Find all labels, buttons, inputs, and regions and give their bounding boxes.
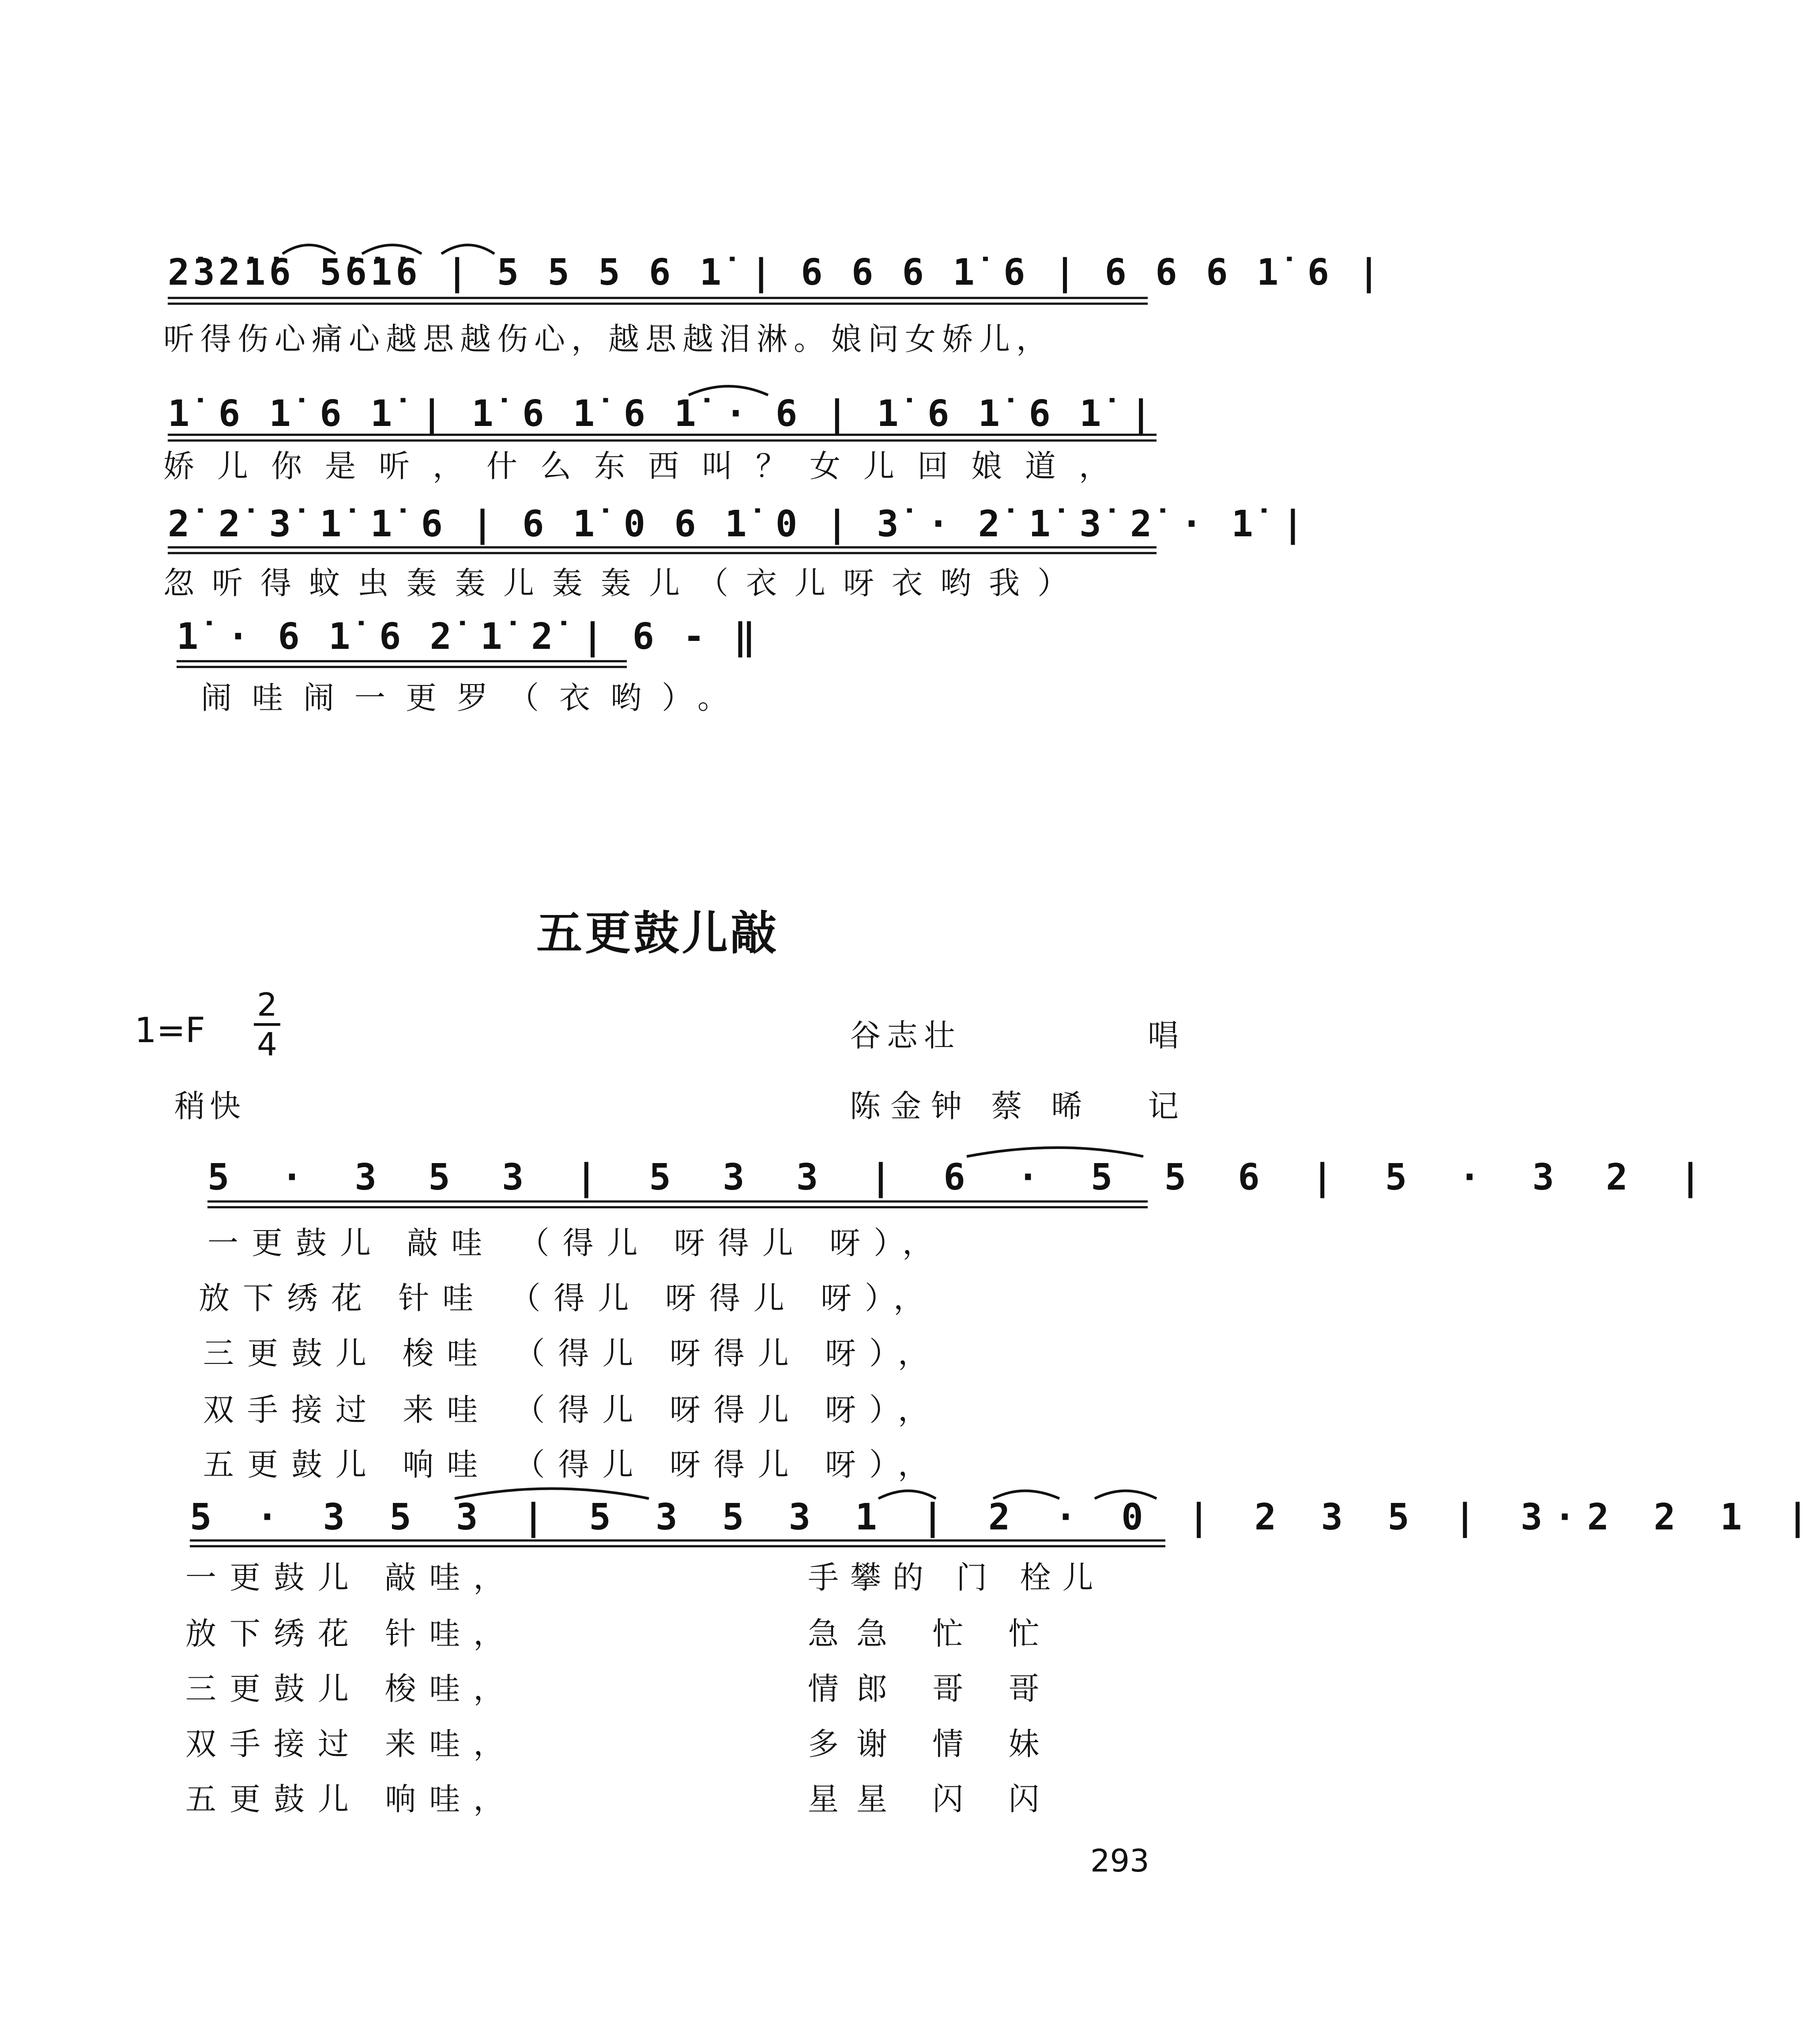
verse-2-line-1: 放下绣花 针哇 （得儿 呀得儿 呀），: [199, 1280, 938, 1316]
song-line-2-notes: 5 · 3 5 3 | 5 3 5 3 1 | 2 · 0 | 2 3 5 | 3·2 2 1 |: [190, 1496, 1820, 1538]
slur-mark: [967, 1148, 1143, 1156]
score-line-1-notes: 2̇3̇2̇1̇6 5̇6̇1̇6 | 5 5 5 6 1̇ | 6 6 6 1̇ 6 | 6 6 6 1̇ 6 |: [168, 252, 1383, 294]
recorder-label: 记: [1148, 1088, 1191, 1124]
score-line-2-lyrics: 娇儿你是听，什么东西叫？女儿回娘道，: [163, 448, 1133, 484]
score-line-3-lyrics: 忽听得蚊虫轰轰儿轰轰儿（衣儿呀衣哟我）: [163, 565, 1086, 601]
verse-1-line-2b: 手攀的 门 栓儿: [808, 1559, 1105, 1596]
verse-3-line-1: 三更鼓儿 梭哇 （得儿 呀得儿 呀），: [203, 1335, 942, 1371]
verse-5-line-2a: 五更鼓儿 响哇，: [185, 1781, 518, 1817]
slur-mark: [283, 245, 335, 254]
song-title: 五更鼓儿敲: [536, 906, 780, 960]
score-line-3-notes: 2̇ 2̇ 3̇ 1̇ 1̇ 6 | 6 1̇ 0 6 1̇ 0 | 3̇ · 2̇ 1̇ 3̇ 2̇ · 1̇ |: [168, 503, 1308, 545]
verse-1-line-1: 一更鼓儿 敲哇 （得儿 呀得儿 呀），: [207, 1225, 947, 1261]
verse-1-line-2a: 一更鼓儿 敲哇，: [185, 1559, 518, 1596]
score-line-2-notes: 1̇ 6 1̇ 6 1̇ | 1̇ 6 1̇ 6 1̇ · 6 | 1̇ 6 1̇ 6 1̇ |: [168, 393, 1156, 435]
verse-5-line-2b: 星星 闪 闪: [808, 1781, 1057, 1817]
verse-4-line-2b: 多谢 情 妹: [808, 1726, 1057, 1762]
verse-5-line-1: 五更鼓儿 响哇 （得儿 呀得儿 呀），: [203, 1446, 942, 1483]
score-line-4-lyrics: 闹哇闹一更罗（衣哟）。: [201, 680, 749, 716]
slur-mark: [362, 245, 422, 254]
singer-name: 谷志壮: [850, 1017, 961, 1054]
slur-mark: [689, 386, 768, 395]
verse-4-line-1: 双手接过 来哇 （得儿 呀得儿 呀），: [203, 1392, 942, 1428]
slur-mark: [878, 1491, 936, 1499]
tempo-marking: 稍快: [174, 1088, 245, 1124]
verse-2-line-2a: 放下绣花 针哇，: [185, 1616, 518, 1652]
score-line-4-notes: 1̇ · 6 1̇ 6 2̇ 1̇ 2̇ | 6 - ‖: [177, 616, 759, 658]
time-signature-bottom: 4: [257, 1026, 277, 1063]
time-signature-top: 2: [257, 986, 277, 1023]
verse-4-line-2a: 双手接过 来哇，: [185, 1726, 518, 1762]
song-line-1-notes: 5 · 3 5 3 | 5 3 3 | 6 · 5 5 6 | 5 · 3 2 |: [207, 1156, 1717, 1198]
verse-3-line-2b: 情郎 哥 哥: [808, 1671, 1057, 1707]
recorder-names: 陈金钟 蔡 晞: [850, 1088, 1092, 1124]
singer-label: 唱: [1148, 1017, 1191, 1054]
page-number: 293: [1090, 1843, 1149, 1879]
verse-3-line-2a: 三更鼓儿 梭哇，: [185, 1671, 518, 1707]
slur-mark: [455, 1489, 649, 1499]
key-signature: 1=F: [135, 1011, 205, 1051]
slur-mark: [993, 1491, 1059, 1499]
slur-mark: [441, 245, 494, 254]
slur-mark: [1095, 1491, 1157, 1499]
verse-2-line-2b: 急急 忙 忙: [808, 1616, 1057, 1652]
score-line-1-lyrics: 听得伤心痛心越思越伤心，越思越泪淋。娘问女娇儿，: [163, 321, 1053, 357]
